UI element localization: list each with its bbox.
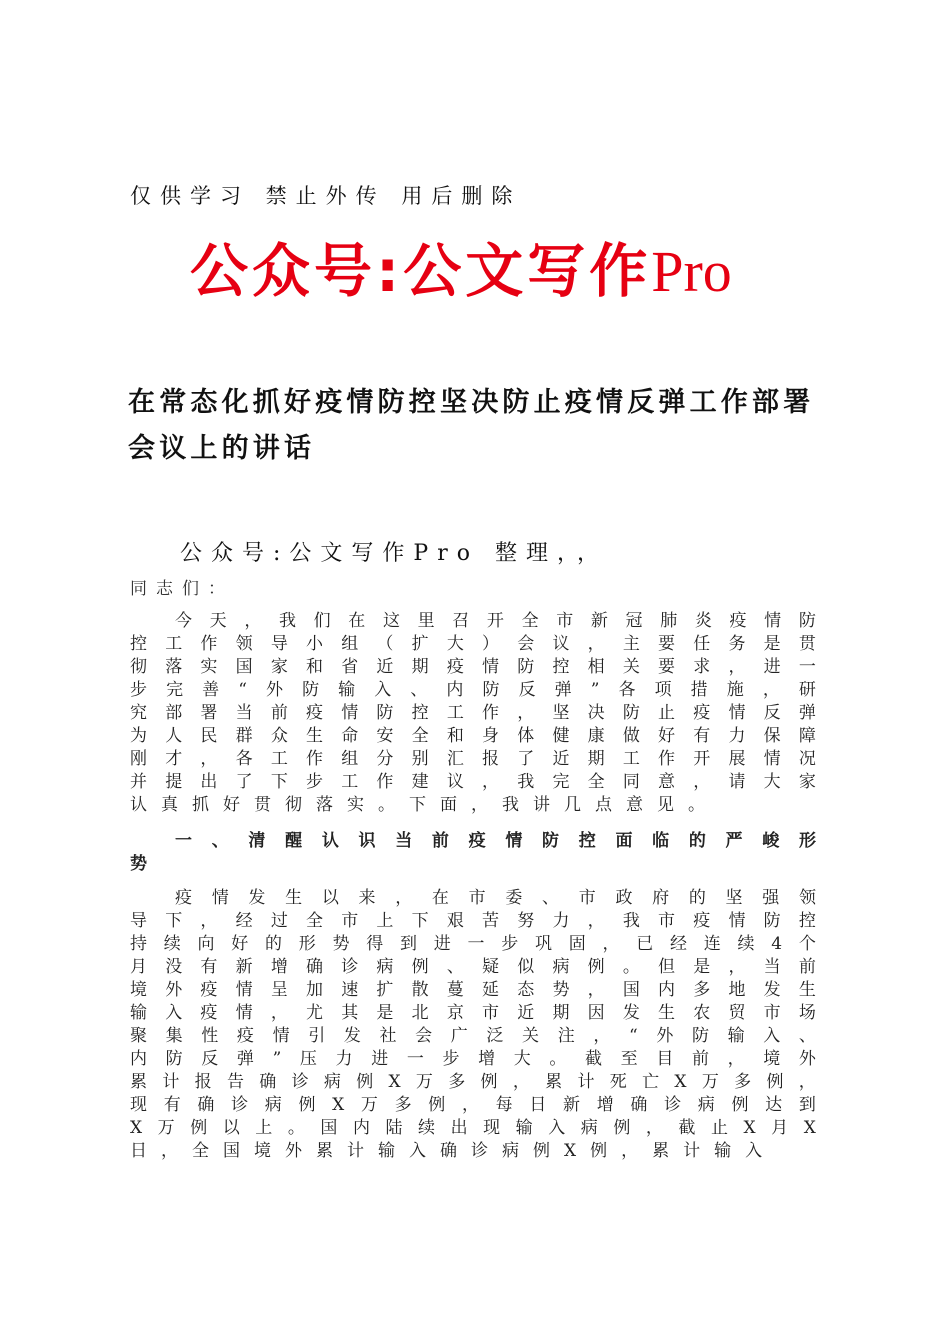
byline: 公众号:公文写作Pro 整理，， [180, 541, 608, 566]
text-line: 内 防 反 弹 ” 压 力 进 一 步 增 大 。 截 至 目 前 ， 境 外 [130, 1049, 816, 1069]
text-line: 现 有 确 诊 病 例 X 万 多 例 ， 每 日 新 增 确 诊 病 例 达 到 [130, 1095, 816, 1115]
text-line: 势 [130, 854, 147, 874]
text-line: 输 入 疫 情 ， 尤 其 是 北 京 市 近 期 因 发 生 农 贸 市 场 [130, 1003, 816, 1023]
text-line: 控 工 作 领 导 小 组 （ 扩 大 ） 会 议 ， 主 要 任 务 是 贯 [130, 634, 816, 654]
text-line: 彻 落 实 国 家 和 省 近 期 疫 情 防 控 相 关 要 求 ， 进 一 [130, 657, 816, 677]
text-line: 为 人 民 群 众 生 命 安 全 和 身 体 健 康 做 好 有 力 保 障 [130, 726, 816, 746]
text-line: 日 ， 全 国 境 外 累 计 输 入 确 诊 病 例 X 例 ， 累 计 输 入 [130, 1141, 763, 1161]
text-line: 月 没 有 新 增 确 诊 病 例 、 疑 似 病 例 。 但 是 ， 当 前 [130, 957, 816, 977]
text-line: 并 提 出 了 下 步 工 作 建 议 ， 我 完 全 同 意 ， 请 大 家 [130, 772, 816, 792]
text-line: X 万 例 以 上 。 国 内 陆 续 出 现 输 入 病 例 ， 截 止 X 月 X [130, 1118, 816, 1138]
text-line: 一 、 清 醒 认 识 当 前 疫 情 防 控 面 临 的 严 峻 形 [175, 831, 816, 851]
brand-banner [190, 224, 732, 308]
text-line: 疫 情 发 生 以 来 ， 在 市 委 、 市 政 府 的 坚 强 领 [175, 888, 816, 908]
salutation: 同志们： [130, 579, 234, 599]
usage-notice: 仅供学习 禁止外传 用后删除 [130, 184, 522, 208]
text-line: 持 续 向 好 的 形 势 得 到 进 一 步 巩 固 ， 已 经 连 续 4 个 [130, 934, 816, 954]
text-line: 境 外 疫 情 呈 加 速 扩 散 蔓 延 态 势 ， 国 内 多 地 发 生 [130, 980, 816, 1000]
brand-latin: Pro [651, 239, 732, 304]
section-heading-1 [130, 830, 816, 876]
document-title: 在常态化抓好疫情防控坚决防止疫情反弹工作部署会议上的讲话 [128, 387, 815, 464]
paragraph-1 [130, 610, 816, 817]
text-line: 今 天 ， 我 们 在 这 里 召 开 全 市 新 冠 肺 炎 疫 情 防 [175, 611, 816, 631]
text-line: 累 计 报 告 确 诊 病 例 X 万 多 例 ， 累 计 死 亡 X 万 多 例 ， [130, 1072, 816, 1092]
brand-cjk: 公众号:公文写作 [190, 237, 652, 305]
text-line: 导 下 ， 经 过 全 市 上 下 艰 苦 努 力 ， 我 市 疫 情 防 控 [130, 911, 816, 931]
text-line: 刚 才 ， 各 工 作 组 分 别 汇 报 了 近 期 工 作 开 展 情 况 [130, 749, 816, 769]
text-line: 究 部 署 当 前 疫 情 防 控 工 作 ， 坚 决 防 止 疫 情 反 弹 [130, 703, 816, 723]
paragraph-2 [130, 887, 816, 1163]
text-line: 聚 集 性 疫 情 引 发 社 会 广 泛 关 注 ， “ 外 防 输 入 、 [130, 1026, 816, 1046]
text-line: 步 完 善 “ 外 防 输 入 、 内 防 反 弹 ” 各 项 措 施 ， 研 [130, 680, 816, 700]
text-line: 认 真 抓 好 贯 彻 落 实 。 下 面 ， 我 讲 几 点 意 见 。 [130, 795, 705, 815]
